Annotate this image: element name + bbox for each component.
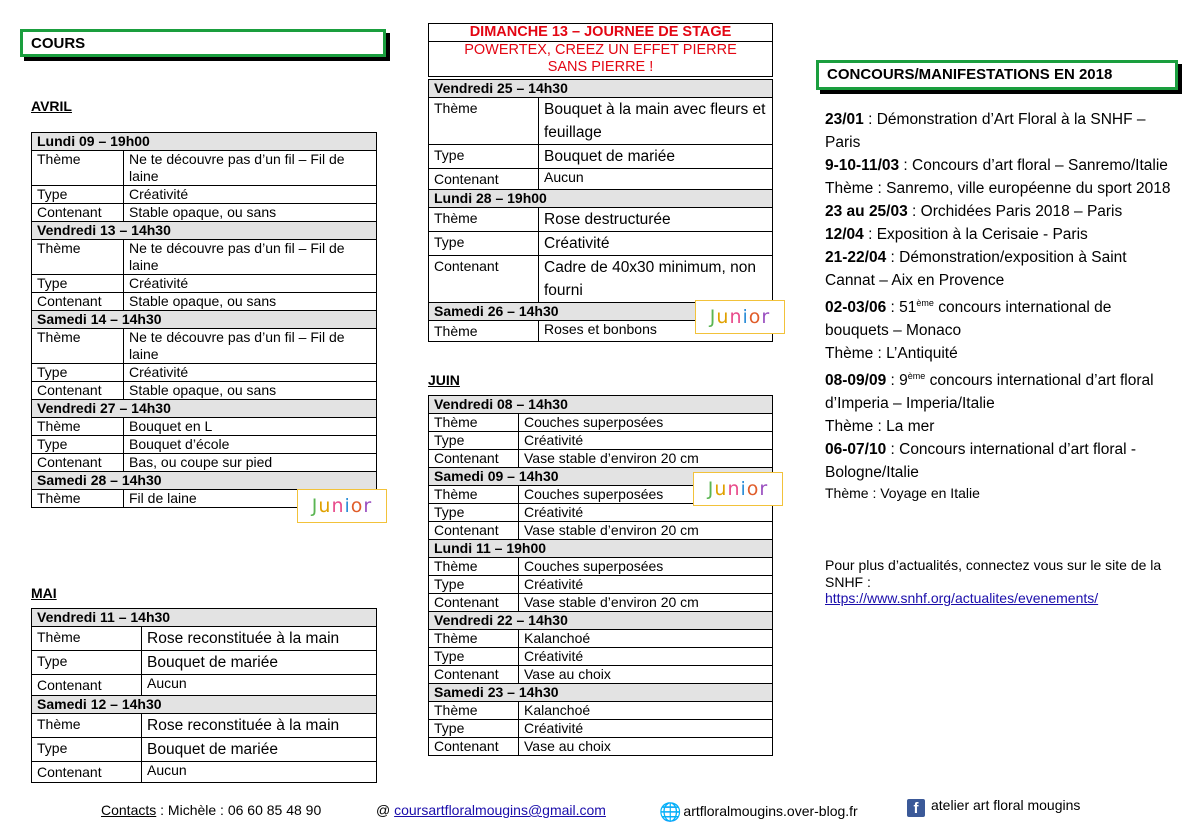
event-theme: Thème : Voyage en Italie bbox=[825, 485, 980, 502]
juin-table: Vendredi 08 – 14h30 Thème Couches superposées Type Créativité Contenant Vase stable d’environ 20 cm Samedi 09 – 14h30 Thème Couches superposées Type Créativité Contenant Vase stable d’environ 20 cm Lundi 11 – 19h00 Thème Couches superposées Type Créativité Contenant Vase stable d’environ 20 cm Vendredi 22 – 14h30 Thème Kalanchoé Type Créativité Contenant Vase au choix Samedi 23 – 14h30 Thème Kalanchoé Type Créativité Contenant Vase au choix bbox=[428, 395, 773, 756]
session-header: Vendredi 11 – 14h30 bbox=[32, 609, 377, 627]
session-header: Samedi 09 – 14h30 bbox=[429, 468, 773, 486]
stage-line: SANS PIERRE ! bbox=[547, 59, 654, 75]
junior-letter: n bbox=[729, 306, 743, 328]
junior-letter: r bbox=[761, 306, 771, 328]
junior-letter: i bbox=[344, 495, 351, 517]
junior-letter: J bbox=[707, 478, 715, 500]
junior-letter: J bbox=[311, 495, 319, 517]
contest-list bbox=[825, 108, 1173, 503]
session-header: Lundi 11 – 19h00 bbox=[429, 540, 773, 558]
event-item: 02-03/06 : 51ème concours international de bouquets – Monaco bbox=[825, 298, 1112, 340]
junior-letter: J bbox=[709, 306, 717, 328]
session-header: Samedi 14 – 14h30 bbox=[32, 311, 377, 329]
month-mai: MAI bbox=[31, 585, 57, 601]
event-theme: Thème : L’Antiquité bbox=[825, 345, 958, 363]
session-header: Lundi 28 – 19h00 bbox=[429, 190, 773, 208]
event-item: 21-22/04 : Démonstration/exposition à Saint Cannat – Aix en Provence bbox=[825, 249, 1127, 289]
email-link[interactable]: coursartfloralmougins@gmail.com bbox=[394, 802, 606, 818]
junior-letter: u bbox=[714, 478, 728, 500]
session-header: Samedi 23 – 14h30 bbox=[429, 684, 773, 702]
junior-letter: n bbox=[331, 495, 345, 517]
footer-email: @ coursartfloralmougins@gmail.com bbox=[376, 802, 606, 818]
month-juin: JUIN bbox=[428, 372, 460, 388]
event-theme: Thème : Sanremo, ville européenne du sport 2018 bbox=[825, 180, 1171, 197]
news-note-text: Pour plus d’actualités, connectez vous sur le site de la SNHF : bbox=[825, 557, 1162, 590]
footer bbox=[0, 797, 1200, 824]
junior-letter: o bbox=[350, 495, 364, 517]
footer-contacts: Contacts : Michèle : 06 60 85 48 90 bbox=[101, 802, 322, 818]
event-item: 23 au 25/03 : Orchidées Paris 2018 – Paris bbox=[825, 203, 1123, 220]
junior-letter: i bbox=[742, 306, 749, 328]
session-header: Vendredi 08 – 14h30 bbox=[429, 396, 773, 414]
stage-title: DIMANCHE 13 – JOURNEE DE STAGE bbox=[429, 24, 772, 42]
mai-table: Vendredi 11 – 14h30 Thème Rose reconstituée à la main Type Bouquet de mariée Contenant Aucun Samedi 12 – 14h30 Thème Rose reconstituée à la main Type Bouquet de mariée Contenant Aucun bbox=[31, 608, 377, 783]
junior-letter: u bbox=[716, 306, 730, 328]
event-item: 06-07/10 : Concours international d’art floral - Bologne/Italie bbox=[825, 441, 1137, 482]
event-item: 23/01 : Démonstration d’Art Floral à la SNHF – Paris bbox=[825, 111, 1146, 151]
month-avril: AVRIL bbox=[31, 98, 72, 114]
stage-line: POWERTEX, CREEZ UN EFFET PIERRE bbox=[464, 42, 737, 58]
junior-letter: u bbox=[318, 495, 332, 517]
event-item: 08-09/09 : 9ème concours international d’art floral d’Imperia – Imperia/Italie bbox=[825, 371, 1154, 413]
facebook-icon: f bbox=[907, 799, 925, 817]
junior-letter: o bbox=[748, 306, 762, 328]
footer-blog: 🌐 artfloralmougins.over-blog.fr bbox=[659, 802, 858, 822]
mai-table-2: Vendredi 25 – 14h30 Thème Bouquet à la main avec fleurs et feuillage Type Bouquet de mariée Contenant Aucun Lundi 28 – 19h00 Thème Rose destructurée Type Créativité Contenant Cadre de 40x30 minimum, non fourni Samedi 26 – 14h30 Thème Roses et bonbons bbox=[428, 79, 773, 342]
cours-heading: COURS bbox=[20, 29, 386, 57]
footer-facebook: f atelier art floral mougins bbox=[907, 797, 1080, 817]
news-note bbox=[825, 557, 1175, 607]
junior-letter: n bbox=[727, 478, 741, 500]
avril-table: Lundi 09 – 19h00 Thème Ne te découvre pas d’un fil – Fil de laine Type Créativité Contenant Stable opaque, ou sans Vendredi 13 – 14h30 Thème Ne te découvre pas d’un fil – Fil de laine Type Créativité Contenant Stable opaque, ou sans Samedi 14 – 14h30 Thème Ne te découvre pas d’un fil – Fil de laine Type Créativité Contenant Stable opaque, ou sans Vendredi 27 – 14h30 Thème Bouquet en L Type Bouquet d’école Contenant Bas, ou coupe sur pied Samedi 28 – 14h30 Thème Fil de laine bbox=[31, 132, 377, 508]
snhf-link[interactable]: https://www.snhf.org/actualites/evenements/ bbox=[825, 590, 1099, 606]
event-item: 12/04 : Exposition à la Cerisaie - Paris bbox=[825, 226, 1088, 243]
session-header: Samedi 12 – 14h30 bbox=[32, 696, 377, 714]
junior-letter: r bbox=[363, 495, 373, 517]
junior-letter: r bbox=[759, 478, 769, 500]
session-header: Samedi 28 – 14h30 bbox=[32, 472, 377, 490]
junior-badge bbox=[695, 300, 785, 334]
stage-announcement bbox=[428, 23, 773, 77]
session-header: Vendredi 27 – 14h30 bbox=[32, 400, 377, 418]
event-theme: Thème : La mer bbox=[825, 418, 935, 436]
event-item: 9-10-11/03 : Concours d’art floral – Sanremo/Italie bbox=[825, 157, 1168, 174]
contest-heading: CONCOURS/MANIFESTATIONS EN 2018 bbox=[816, 60, 1178, 90]
junior-letter: o bbox=[746, 478, 760, 500]
session-header: Vendredi 25 – 14h30 bbox=[429, 80, 773, 98]
session-header: Lundi 09 – 19h00 bbox=[32, 133, 377, 151]
session-header: Vendredi 13 – 14h30 bbox=[32, 222, 377, 240]
junior-badge bbox=[297, 489, 387, 523]
junior-letter: i bbox=[740, 478, 747, 500]
session-header: Samedi 26 – 14h30 bbox=[429, 303, 773, 321]
junior-badge bbox=[693, 472, 783, 506]
globe-icon: 🌐 bbox=[659, 802, 682, 822]
session-header: Vendredi 22 – 14h30 bbox=[429, 612, 773, 630]
